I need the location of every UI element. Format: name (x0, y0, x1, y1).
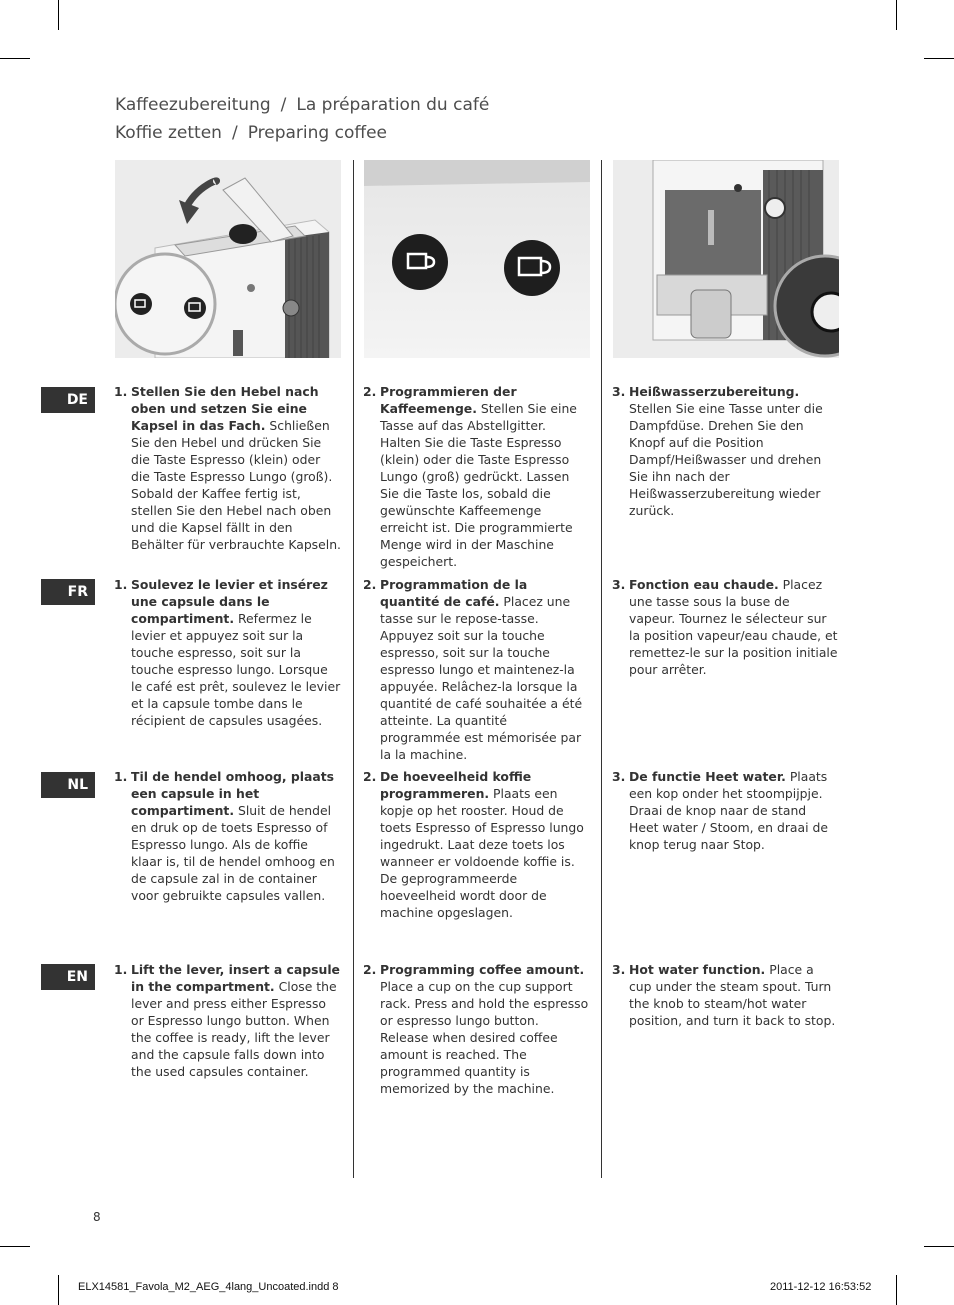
footer-timestamp: 2011-12-12 16:53:52 (770, 1281, 872, 1293)
step-text: Plaats een kop onder het stoompijpje. Draai de knop naar de stand Heet water / Stoom, en draai de knop terug naar Stop. (629, 769, 828, 852)
column-divider (353, 160, 354, 1178)
step-heading: Heißwasserzubereitung. (629, 384, 800, 399)
step-number: 3. (612, 384, 626, 399)
step-number: 1. (114, 384, 128, 399)
step-text: Close the lever and press either Espresso or Espresso lungo button. When the coffee is ready, lift the lever and the capsule falls down into the used capsules container. (131, 979, 337, 1079)
step-number: 2. (363, 962, 377, 977)
crop-mark (0, 1246, 30, 1247)
crop-mark (0, 58, 30, 59)
step-heading: Til de hendel omhoog, plaats een capsule in het compartiment. (131, 769, 335, 818)
step-heading: Programming coffee amount. (380, 962, 585, 977)
step-text: Stellen Sie eine Tasse unter die Dampfdüse. Drehen Sie den Knopf auf die Position Dampf/Heißwasser und drehen Sie ihn nach der Heißwasserzubereitung wieder zurück. (629, 401, 823, 518)
step-fr-3 (612, 576, 839, 678)
title-fr: La préparation du café (296, 95, 490, 115)
step-heading: De functie Heet water. (629, 769, 786, 784)
step-de-1 (114, 383, 341, 553)
step-number: 2. (363, 384, 377, 399)
step-heading: Hot water function. (629, 962, 766, 977)
step-fr-2 (363, 576, 590, 763)
step-nl-2 (363, 768, 590, 921)
buttons-closeup-illustration (364, 160, 590, 358)
step-text: Schließen Sie den Hebel und drücken Sie die Taste Espresso (klein) oder die Taste Espresso Lungo (groß). Sobald der Kaffee fertig ist, stellen Sie den Hebel nach oben und die Kapsel fällt in den Behälter für verbrauchte Kapseln. (131, 418, 341, 552)
crop-mark (58, 1275, 59, 1305)
step-number: 2. (363, 577, 377, 592)
crop-mark (896, 0, 897, 30)
step-text: Place a cup under the steam spout. Turn the knob to steam/hot water position, and turn it back to stop. (629, 962, 836, 1028)
lang-tag-nl: NL (41, 772, 95, 798)
footer-filename: ELX14581_Favola_M2_AEG_4lang_Uncoated.indd 8 (78, 1281, 339, 1293)
step-heading: Lift the lever, insert a capsule in the compartment. (131, 962, 340, 994)
step-nl-3 (612, 768, 839, 853)
crop-mark (896, 1275, 897, 1305)
step-number: 3. (612, 769, 626, 784)
step-en-3 (612, 961, 839, 1029)
title-nl: Koffie zetten (115, 123, 222, 143)
step-heading: Programmieren der Kaffeemenge. (380, 384, 517, 416)
step-en-2 (363, 961, 590, 1097)
step-text: Sluit de hendel en druk op de toets Espresso of Espresso lungo. Als de koffie klaar is, til de hendel omhoog en de capsule zal in de container voor gebruikte capsules vallen. (131, 803, 335, 903)
title-de: Kaffeezubereitung (115, 95, 271, 115)
step-number: 2. (363, 769, 377, 784)
step-text: Place a cup on the cup support rack. Press and hold the espresso or espresso lungo button. Release when desired coffee amount is reached. The programmed quantity is memorized by the machine. (380, 979, 589, 1096)
step-heading: De hoeveelheid koffie programmeren. (380, 769, 532, 801)
step-number: 3. (612, 577, 626, 592)
hot-water-illustration (613, 160, 839, 358)
step-de-2 (363, 383, 590, 570)
column-divider (601, 160, 602, 1178)
title-separator: / (231, 123, 238, 143)
step-en-1 (114, 961, 341, 1080)
crop-mark (924, 58, 954, 59)
step-heading: Soulevez le levier et insérez une capsule dans le compartiment. (131, 577, 328, 626)
title-separator: / (280, 95, 287, 115)
lang-tag-de: DE (41, 387, 95, 413)
step-text: Stellen Sie eine Tasse auf das Abstellgitter. Halten Sie die Taste Espresso (klein) oder die Taste Espresso Lungo (groß) gedrückt. Lassen Sie die Taste los, sobald die gewünschte Kaffeemenge erreicht ist. Die programmierte Menge wird in der Maschine gespeichert. (380, 401, 577, 569)
page-title-line-1 (115, 95, 489, 115)
step-text: Refermez le levier et appuyez soit sur la touche espresso, soit sur la touche espresso lungo. Lorsque le café est prêt, soulevez le levier et la capsule tombe dans le récipient de capsules usagées. (131, 611, 341, 728)
step-heading: Stellen Sie den Hebel nach oben und setzen Sie eine Kapsel in das Fach. (131, 384, 319, 433)
page-title-line-2 (115, 123, 387, 143)
crop-mark (924, 1246, 954, 1247)
crop-mark (58, 0, 59, 30)
lang-tag-fr: FR (41, 579, 95, 605)
capsule-insert-illustration (115, 160, 341, 358)
step-text: Placez une tasse sous la buse de vapeur. Tournez le sélecteur sur la position vapeur/eau chaude, et remettez-le sur la position initiale pour arrêter. (629, 577, 838, 677)
step-number: 1. (114, 769, 128, 784)
page-number: 8 (93, 1210, 101, 1224)
lang-tag-en: EN (41, 964, 95, 990)
step-de-3 (612, 383, 839, 519)
step-number: 3. (612, 962, 626, 977)
step-heading: Fonction eau chaude. (629, 577, 779, 592)
step-number: 1. (114, 577, 128, 592)
step-number: 1. (114, 962, 128, 977)
step-nl-1 (114, 768, 341, 904)
step-heading: Programmation de la quantité de café. (380, 577, 528, 609)
step-text: Placez une tasse sur le repose-tasse. Appuyez soit sur la touche espresso, soit sur la touche espresso lungo et maintenez-la appuyée. Relâchez-la lorsque la quantité de café souhaitée a été atteinte. La quantité programmée est mémorisée par la la machine. (380, 594, 583, 762)
step-fr-1 (114, 576, 341, 729)
step-text: Plaats een kopje op het rooster. Houd de toets Espresso of Espresso lungo ingedrukt. Laat deze toets los wanneer er voldoende koffie is. De geprogrammeerde hoeveelheid wordt door de machine opgeslagen. (380, 786, 584, 920)
title-en: Preparing coffee (247, 123, 387, 143)
